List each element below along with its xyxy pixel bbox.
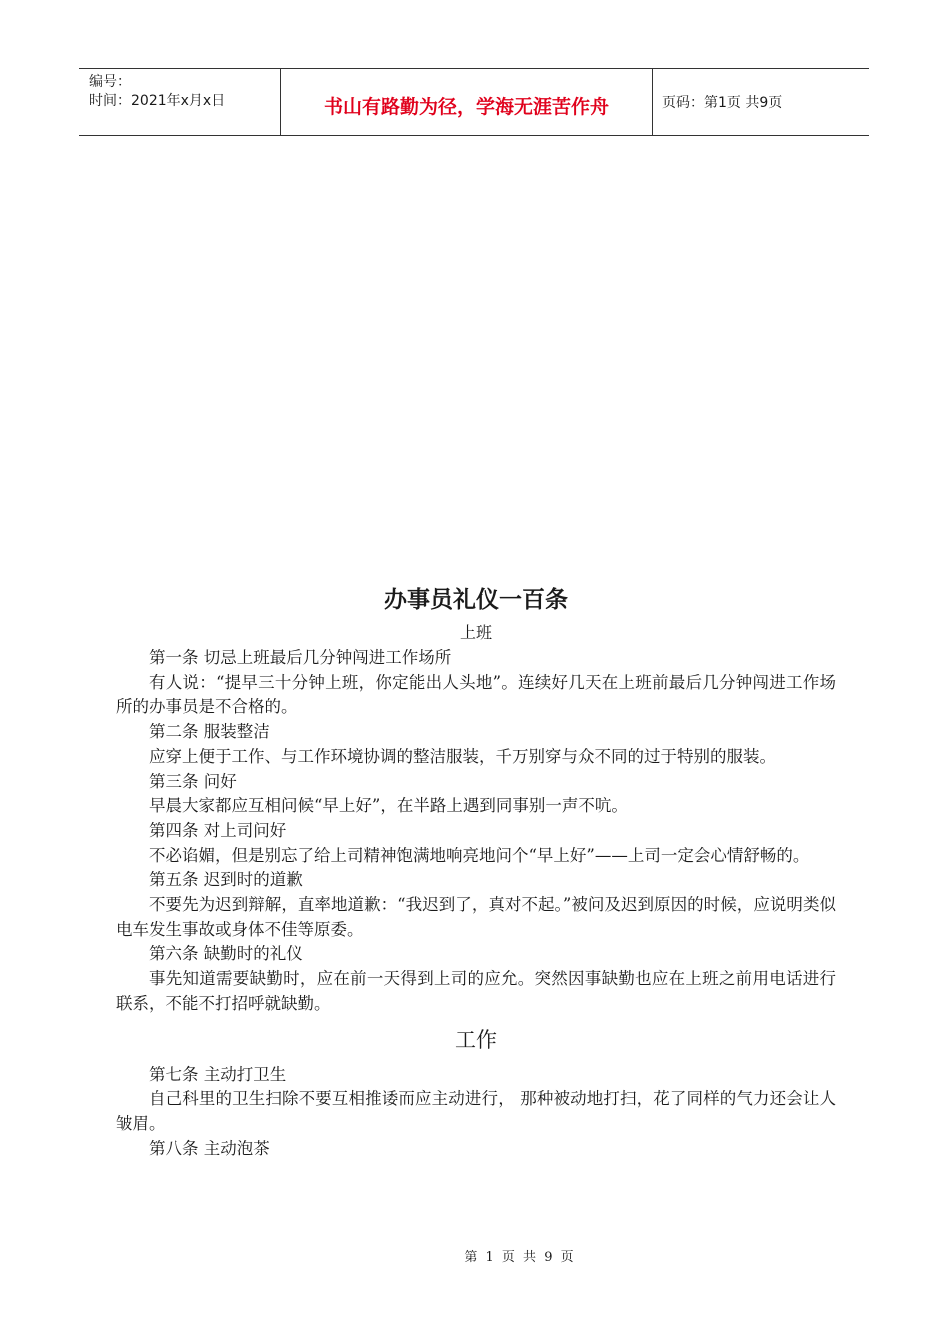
- header-page-label: 页码：第1页 共9页: [662, 95, 783, 111]
- header-motto: 书山有路勤为径，学海无涯苦作舟: [281, 69, 653, 135]
- section-heading-work-start: 上班: [459, 623, 492, 642]
- article-heading: 第一条 切忌上班最后几分钟闯进工作场所: [149, 648, 452, 667]
- article-body: 早晨大家都应互相问候“早上好”，在半路上遇到同事别一声不吭。: [149, 796, 628, 816]
- document-title: 办事员礼仪一百条: [384, 587, 568, 613]
- article-heading: 第六条 缺勤时的礼仪: [149, 944, 303, 964]
- article-heading: 第八条 主动泡茶: [149, 1138, 270, 1158]
- article-body: 有人说：“提早三十分钟上班，你定能出人头地”。连续好几天在上班前最后几分钟闯进工作场所的办事员是不合格的。: [116, 672, 836, 717]
- article-body: 不必谄媚，但是别忘了给上司精神饱满地响亮地问个“早上好”——上司一定会心情舒畅的。: [149, 845, 810, 865]
- article-heading: 第五条 迟到时的道歉: [149, 870, 303, 890]
- page-header: [79, 68, 869, 136]
- article-body: 应穿上便于工作、与工作环境协调的整洁服装，千万别穿与众不同的过于特别的服装。: [149, 746, 776, 766]
- header-meta-cell: [79, 69, 281, 135]
- article-heading: 第二条 服装整洁: [149, 722, 270, 742]
- page-footer: [0, 1246, 950, 1265]
- article-heading: 第七条 主动打卫生: [149, 1064, 287, 1084]
- document-body: [116, 580, 836, 1161]
- serial-label: 编号：: [89, 74, 131, 90]
- section-heading-work: 工作: [455, 1027, 497, 1052]
- article-list-part2: [116, 1063, 836, 1162]
- article-heading: 第三条 问好: [149, 771, 237, 791]
- article-heading: 第四条 对上司问好: [149, 820, 287, 840]
- date-label: 时间：2021年x月x日: [89, 93, 226, 109]
- article-body: 不要先为迟到辩解，直率地道歉：“我迟到了，真对不起。”被问及迟到原因的时候，应说明类似电车发生事故或身体不佳等原委。: [116, 895, 836, 939]
- footer-page-number: 第 1 页 共 9 页: [464, 1250, 576, 1265]
- article-body: 自己科里的卫生扫除不要互相推诿而应主动进行， 那种被动地打扫，花了同样的气力还会让人皱眉。: [116, 1089, 836, 1133]
- article-list-part1: [116, 646, 836, 1017]
- article-body: 事先知道需要缺勤时，应在前一天得到上司的应允。突然因事缺勤也应在上班之前用电话进行联系，不能不打招呼就缺勤。: [116, 969, 836, 1013]
